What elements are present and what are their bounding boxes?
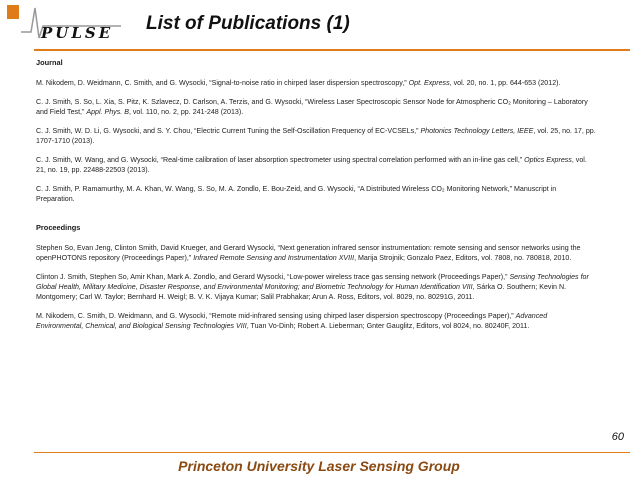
journal-entry: C. J. Smith, P. Ramamurthy, M. A. Khan, W. Wang, S. So, M. A. Zondlo, E. Bou-Zeid, and G. Wysocki, “A Distributed Wireless CO₂ Monitoring Network,” Manuscript in Preparation. bbox=[36, 185, 557, 203]
pulse-logo bbox=[5, 2, 125, 46]
logo-text: PULSE bbox=[41, 24, 114, 42]
proceedings-entry: M. Nikodem, C. Smith, D. Weidmann, and G. Wysocki, “Remote mid-infrared sensing using chirped laser dispersion spectroscopy (Proceedings Paper),” Advanced Environmental, Chemical, and Biological Sensing Technologies VIII, Tuan Vo-Dinh; Robert A. Lieberman; Gnter Gauglitz, Editors, vol 8024, no. 80240F, 2011. bbox=[36, 312, 548, 330]
proceedings-list bbox=[36, 243, 596, 331]
footer-divider bbox=[34, 452, 630, 453]
footer-group-name: Princeton University Laser Sensing Group bbox=[178, 458, 460, 474]
page-title: List of Publications (1) bbox=[146, 13, 350, 34]
proceedings-entry: Stephen So, Evan Jeng, Clinton Smith, David Krueger, and Gerard Wysocki, “Next generation infrared sensor instrumentation: remote sensing and sensor networks using the openPHOTONS repository (Proceedings Paper),” Infrared Remote Sensing and Instrumentation XVIII, Marija Strojnik; Gonzalo Paez, Editors, vol. 7808, no. 780818, 2010. bbox=[36, 244, 581, 262]
journal-entry: C. J. Smith, W. D. Li, G. Wysocki, and S. Y. Chou, “Electric Current Tuning the Self-Oscillation Frequency of EC-VCSELs,” Photonics Technology Letters, IEEE, vol. 25, no. 17, pp. 1707-1710 (2013). bbox=[36, 127, 596, 145]
publications-list bbox=[36, 58, 596, 340]
title-divider bbox=[34, 49, 630, 51]
journal-entry: M. Nikodem, D. Weidmann, C. Smith, and G. Wysocki, “Signal-to-noise ratio in chirped laser dispersion spectroscopy,” Opt. Express, vol. 20, no. 1, pp. 644-653 (2012). bbox=[36, 79, 561, 87]
journal-entry: C. J. Smith, S. So, L. Xia, S. Pitz, K. Szlavecz, D. Carlson, A. Terzis, and G. Wysocki, “Wireless Laser Spectroscopic Sensor Node for Atmospheric CO₂ Monitoring – Laboratory and Field Test,” Appl. Phys. B, vol. 110, no. 2, pp. 241-248 (2013). bbox=[36, 98, 588, 116]
journal-entry: C. J. Smith, W. Wang, and G. Wysocki, “Real-time calibration of laser absorption spectrometer using spectral correlation performed with an in-line gas cell,” Optics Express, vol. 21, no. 19, pp. 22488-22503 (2013). bbox=[36, 156, 587, 174]
page-number: 60 bbox=[611, 431, 624, 443]
proceedings-heading: Proceedings bbox=[36, 223, 81, 232]
journal-heading: Journal bbox=[36, 58, 63, 67]
journal-list bbox=[36, 78, 596, 204]
proceedings-entry: Clinton J. Smith, Stephen So, Amir Khan, Mark A. Zondlo, and Gerard Wysocki, “Low-power wireless trace gas sensing network (Proceedings Paper),” Sensing Technologies for Global Health, Military Medicine, Disaster Response, and Environmental Monitoring; and Biometric Technology for Human Identification VIII, Sárka O. Southern; Kevin N. Montgomery; Carl W. Taylor; Bernhard H. Weigl; B. V. K. Vijaya Kumar; Salil Prabhakar; Arun A. Ross, Editors, vol. 8029, no. 80291G, 2011. bbox=[36, 273, 589, 301]
princeton-shield-icon bbox=[7, 5, 19, 19]
